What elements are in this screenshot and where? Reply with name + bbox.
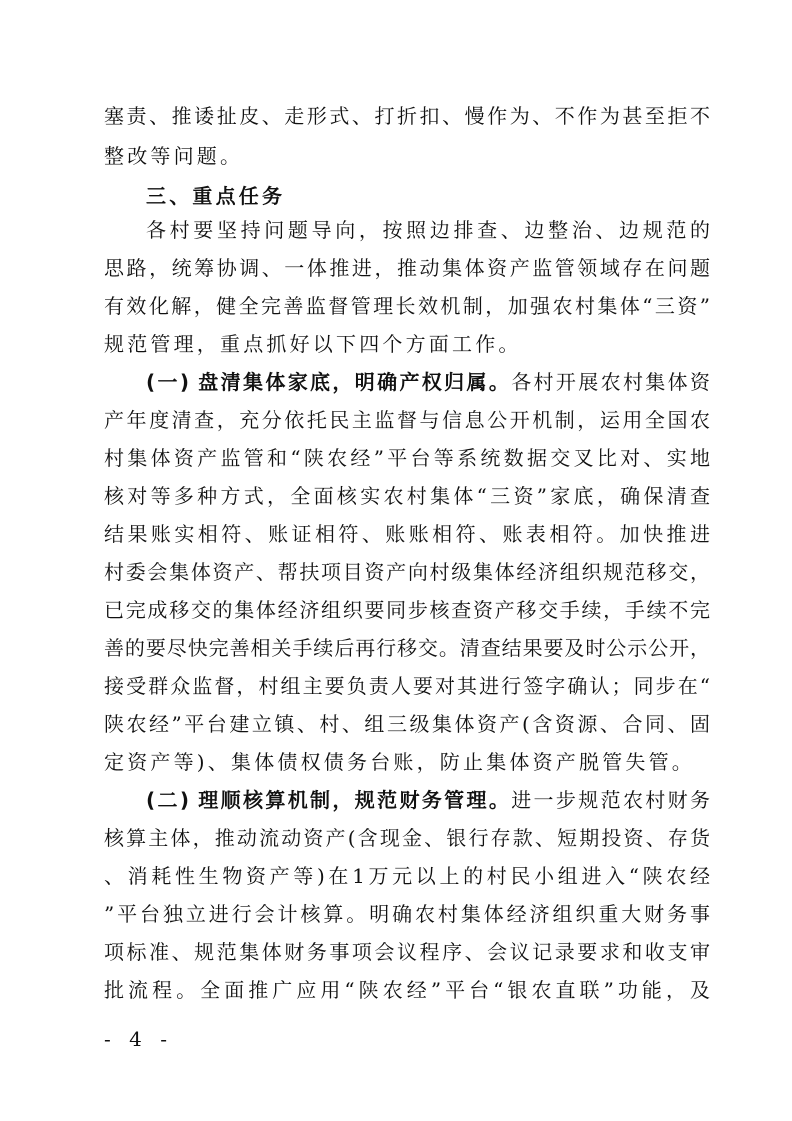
body-text-line	[146, 370, 710, 394]
body-text-line: 陕农经”平台建立镇、村、组三级集体资产(含资源、合同、固	[104, 712, 710, 736]
body-text-line: 接受群众监督，村组主要负责人要对其进行签字确认；同步在“	[104, 674, 710, 698]
body-text-line: 各村要坚持问题导向，按照边排查、边整治、边规范的	[146, 218, 710, 242]
body-text-line: 、消耗性生物资产等)在1万元以上的村民小组进入“陕农经	[104, 864, 710, 888]
body-text-run: 各村开展农村集体资	[511, 370, 711, 394]
page-number: - 4 -	[104, 1027, 173, 1051]
body-text-line: 批流程。全面推广应用“陕农经”平台“银农直联”功能，及	[104, 978, 710, 1002]
subsection-lead: (一) 盘清集体家底，明确产权归属。	[146, 370, 512, 394]
body-text-line: 产年度清查，充分依托民主监督与信息公开机制，运用全国农	[104, 408, 710, 432]
body-text-line: 塞责、推诿扯皮、走形式、打折扣、慢作为、不作为甚至拒不	[104, 104, 710, 128]
body-text-line: 核对等多种方式，全面核实农村集体“三资”家底，确保清查	[104, 484, 710, 508]
body-text-line: 村集体资产监管和“陕农经”平台等系统数据交叉比对、实地	[104, 446, 710, 470]
body-text-line: 定资产等)、集体债权债务台账，防止集体资产脱管失管。	[104, 750, 696, 774]
body-text-line: 有效化解，健全完善监督管理长效机制，加强农村集体“三资”	[104, 294, 710, 318]
body-text-line: 整改等问题。	[104, 144, 244, 168]
body-text-line	[146, 788, 710, 812]
body-text-line: 项标准、规范集体财务事项会议程序、会议记录要求和收支审	[104, 940, 710, 964]
body-text-line: 思路，统筹协调、一体推进，推动集体资产监管领域存在问题	[104, 256, 710, 280]
body-text-line: 善的要尽快完善相关手续后再行移交。清查结果要及时公示公开，	[104, 636, 710, 660]
body-text-line: 结果账实相符、账证相符、账账相符、账表相符。加快推进	[104, 522, 710, 546]
body-text-line: 村委会集体资产、帮扶项目资产向村级集体经济组织规范移交，	[104, 560, 710, 584]
body-text-line: 规范管理，重点抓好以下四个方面工作。	[104, 332, 522, 356]
body-text-line: ”平台独立进行会计核算。明确农村集体经济组织重大财务事	[104, 902, 710, 926]
section-heading: 三、重点任务	[146, 184, 286, 208]
body-text-line: 已完成移交的集体经济组织要同步核查资产移交手续，手续不完	[104, 598, 710, 622]
body-text-line: 核算主体，推动流动资产(含现金、银行存款、短期投资、存货	[104, 826, 710, 850]
subsection-lead: (二) 理顺核算机制，规范财务管理。	[146, 788, 512, 812]
body-text-run: 进一步规范农村财务	[511, 788, 711, 812]
